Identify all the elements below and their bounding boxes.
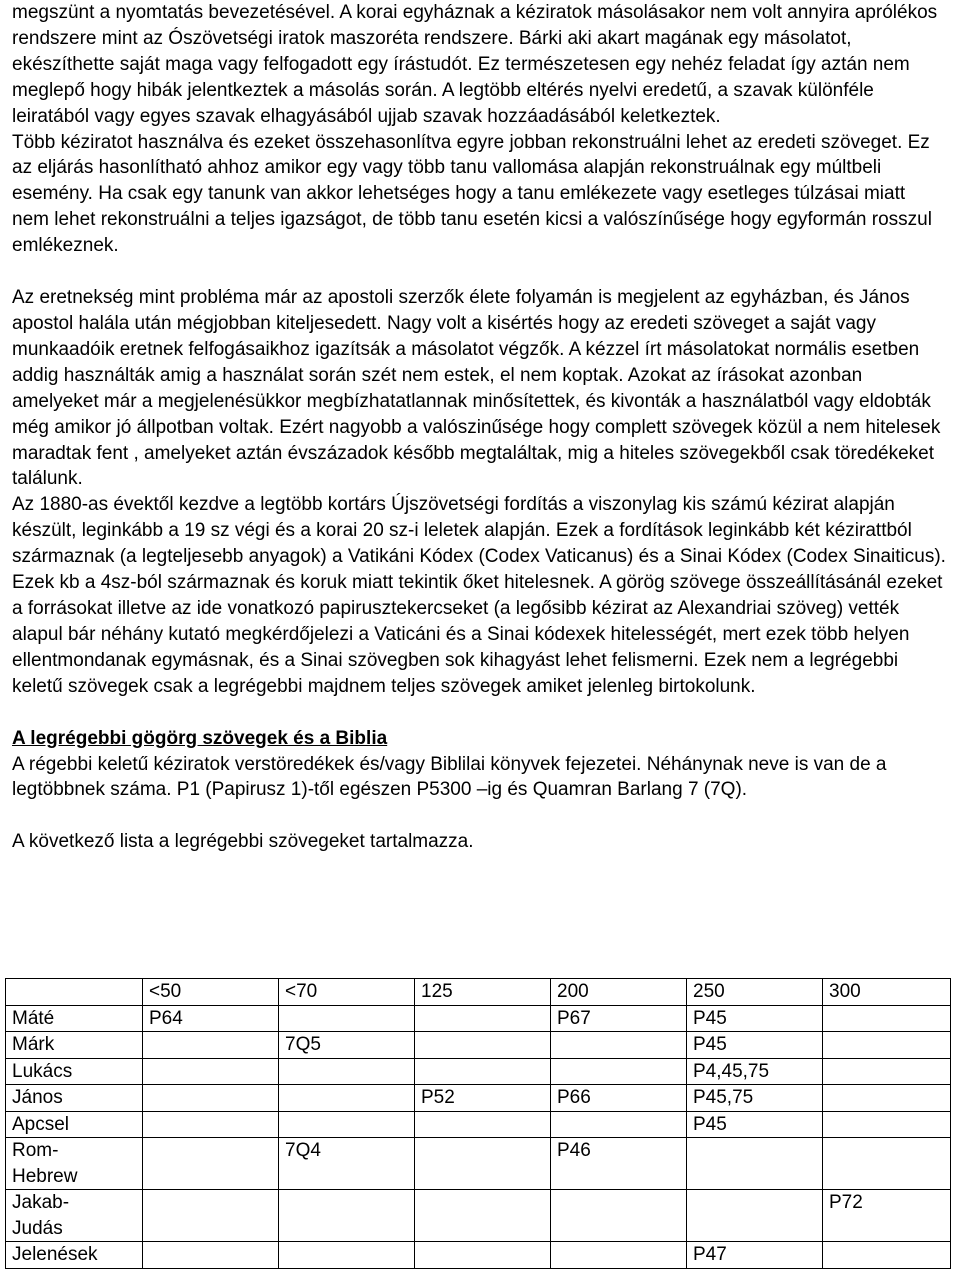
table-row (6, 1058, 951, 1085)
book-name-cell: Jelenések (6, 1242, 143, 1269)
paragraph-reconstruction: Több kéziratot használva és ezeket összehasonlítva egyre jobban rekonstruálni lehet az eredeti szöveget. Ez az eljárás hasonlítható ahhoz amikor egy vagy több tanu vallomása alapján rekonstruálnak egy múltbeli esemény. Ha csak egy tanunk van akkor lehetséges hogy a tanu emlékezete vagy esetleges túlzásai miatt nem lehet rekonstruálni a teljes igazságot, de több tanu esetén kicsi a valószínűsége hogy egyformán rosszul emlékeznek. (12, 131, 932, 257)
table-row (6, 1242, 951, 1269)
table-cell (279, 1111, 415, 1138)
paragraph-gap (12, 259, 947, 285)
table-cell (279, 1242, 415, 1269)
paragraph-translations: Az 1880-as évektől kezdve a legtöbb kortárs Újszövetségi fordítás a viszonylag kis számú kézirat alapján készült, leginkább a 19 sz végi és a korai 20 sz-i leletek alapján. Ezek a fordítások leginkább két kézirattból származnak (a legteljesebb anyagok) a Vatikáni Kódex (Codex Vaticanus) és a Sinai Kódex (Codex Sinaiticus). Ezek kb a 4sz-ból származnak és koruk miatt tekintik őket hitelesnek. A görög szövege összeállításánál ezeket a forrásokat illetve az ide vonatkozó papirusztekercseket (a legősibb kézirat az Alexandriai szöveg) vették alapul bár néhány kutató megkérdőjelezi a Vaticáni és a Sinai kódexek hitelességét, mert ezek több helyen ellentmondanak egymásnak, és a Sinai szövegben sok kihagyást lehet felismerni. Ezek nem a legrégebbi keletű szövegek csak a legrégebbi majdnem teljes szövegek amiket jelenleg birtokolunk. (12, 494, 946, 697)
manuscript-table (5, 978, 951, 1269)
paragraph-copying-errors: megszünt a nyomtatás bevezetésével. A korai egyháznak a kéziratok másolásakor nem volt annyira aprólékos rendszere mint az Ószövetségi iratok maszoréta rendszere. Bárki aki akart magának egy másolatot, ekészíthette saját maga vagy felfogadott egy írástudót. Ez természetesen egy nehéz feladat így aztán nem meglepő hogy hibák jelentkeztek a másolás során. A legtöbb eltérés nyelvi eredetű, a szavak különféle leiratából vagy egyes szavak elhagyásából ujjab szavak hozzáadásából keletkeztek. (12, 2, 938, 127)
table-cell (823, 1138, 951, 1190)
table-cell: P47 (687, 1242, 823, 1269)
table-cell (415, 1138, 551, 1190)
table-cell: 7Q4 (279, 1138, 415, 1190)
table-cell (551, 1190, 687, 1242)
table-cell (415, 1190, 551, 1242)
table-cell (823, 1058, 951, 1085)
table-cell: P52 (415, 1085, 551, 1112)
table-cell (415, 1242, 551, 1269)
table-row (6, 1005, 951, 1032)
table-cell (823, 1085, 951, 1112)
table-cell (143, 1138, 279, 1190)
table-cell (415, 1058, 551, 1085)
table-cell (415, 1111, 551, 1138)
table-cell: P46 (551, 1138, 687, 1190)
paragraph-gap (12, 803, 947, 829)
book-name-cell: Máté (6, 1005, 143, 1032)
book-name-cell: Lukács (6, 1058, 143, 1085)
table-cell (415, 1005, 551, 1032)
section-heading: A legrégebbi gögörg szövegek és a Biblia (12, 727, 388, 749)
paragraph-heresy: Az eretnekség mint probléma már az apostoli szerzők élete folyamán is megjelent az egyházban, és János apostol halála után mégjobban kiteljesedett. Nagy volt a kisértés hogy az eredeti szöveget a saját vagy munkaadóik eretnek felfogásaikhoz igazítsák a másolatot végzők. A kézzel írt másolatokat normális esetben addig használták amig a használat során szét nem estek, el nem koptak. Azokat az írásokat azonban amelyeket már a megjelenésükkor megbízhatatlannak minősítettek, és kivonták a használatból vagy eldobták még amikor jó állpotban voltak. Ezért nagyobb a valószinűsége hogy complett szövegek közül a nem hitelesek maradtak fent , amelyeket aztán évszázadok később megtaláltak, mig a hiteles szövegekből csak töredékeket találunk. (12, 287, 941, 490)
table-cell: P4,45,75 (687, 1058, 823, 1085)
table-cell: P67 (551, 1005, 687, 1032)
table-cell (823, 1005, 951, 1032)
table-row (6, 1032, 951, 1059)
table-cell (551, 1242, 687, 1269)
table-cell: P64 (143, 1005, 279, 1032)
table-header-cell (6, 979, 143, 1006)
paragraph-manuscripts: A régebbi keletű kéziratok verstöredékek és/vagy Biblilai könyvek fejezetei. Néhánynak neve is van de a legtöbbnek száma. P1 (Papirusz 1)-től egészen P5300 –ig és Quamran Barlang 7 (7Q). (12, 753, 887, 801)
table-cell (415, 1032, 551, 1059)
table-header-cell: 125 (415, 979, 551, 1006)
table-cell: P45 (687, 1111, 823, 1138)
table-cell (143, 1032, 279, 1059)
table-cell (143, 1190, 279, 1242)
table-header-cell: <70 (279, 979, 415, 1006)
document-page (12, 0, 947, 855)
table-cell (687, 1190, 823, 1242)
table-row (6, 1111, 951, 1138)
table-row (6, 1085, 951, 1112)
table-cell: P66 (551, 1085, 687, 1112)
table-row (6, 1138, 951, 1190)
table-cell (551, 1058, 687, 1085)
table-cell (279, 1058, 415, 1085)
table-header-cell: 200 (551, 979, 687, 1006)
table-header-cell: <50 (143, 979, 279, 1006)
book-name-cell: Jakab- Judás (6, 1190, 143, 1242)
table-cell: 7Q5 (279, 1032, 415, 1059)
table-cell (823, 1111, 951, 1138)
table-row (6, 1190, 951, 1242)
table-header-cell: 250 (687, 979, 823, 1006)
table-cell: P45 (687, 1005, 823, 1032)
table-cell (279, 1005, 415, 1032)
paragraph-gap (12, 700, 947, 726)
book-name-cell: Apcsel (6, 1111, 143, 1138)
table-cell (551, 1111, 687, 1138)
table-header-cell: 300 (823, 979, 951, 1006)
table-cell (823, 1032, 951, 1059)
book-name-cell: Márk (6, 1032, 143, 1059)
table-cell (279, 1085, 415, 1112)
table-header-row (6, 979, 951, 1006)
table-cell: P45,75 (687, 1085, 823, 1112)
table-cell (143, 1111, 279, 1138)
table-cell: P72 (823, 1190, 951, 1242)
table-cell (279, 1190, 415, 1242)
table-cell (823, 1242, 951, 1269)
table-cell (551, 1032, 687, 1059)
table-cell (143, 1058, 279, 1085)
table-cell: P45 (687, 1032, 823, 1059)
book-name-cell: János (6, 1085, 143, 1112)
table-cell (143, 1242, 279, 1269)
book-name-cell: Rom- Hebrew (6, 1138, 143, 1190)
table-cell (143, 1085, 279, 1112)
table-cell (687, 1138, 823, 1190)
paragraph-list-intro: A következő lista a legrégebbi szövegeket tartalmazza. (12, 831, 474, 853)
